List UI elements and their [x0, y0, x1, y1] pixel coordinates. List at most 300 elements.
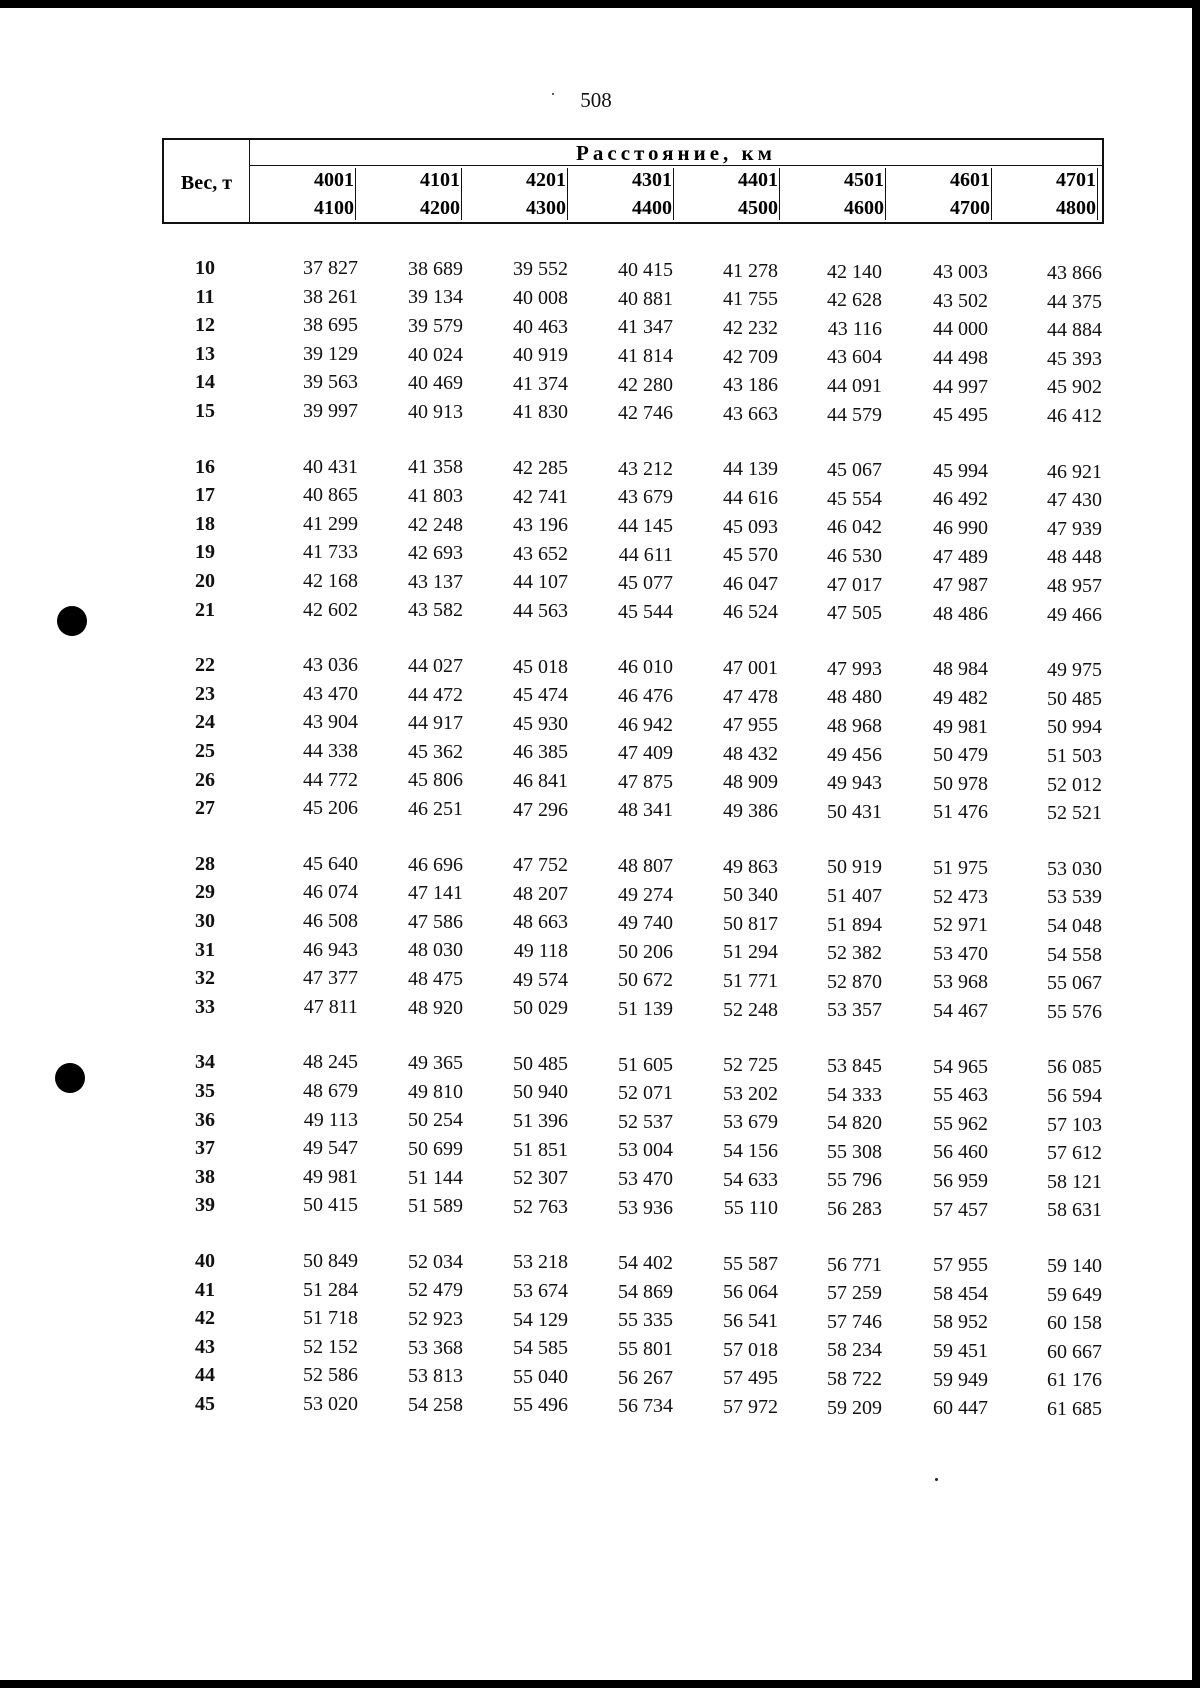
price-cell: 55 796 — [827, 1169, 882, 1192]
price-cell: 49 574 — [513, 968, 568, 991]
price-cell: 50 431 — [827, 800, 882, 823]
price-cell: 52 923 — [408, 1307, 463, 1330]
price-cell: 54 965 — [933, 1055, 988, 1078]
price-cell: 53 030 — [1047, 857, 1102, 880]
weight-label: 11 — [195, 285, 215, 308]
price-cell: 50 919 — [827, 856, 882, 879]
weight-label: 35 — [195, 1080, 215, 1102]
price-cell: 55 040 — [513, 1365, 568, 1388]
price-cell: 53 218 — [513, 1251, 568, 1274]
price-cell: 46 990 — [933, 517, 988, 539]
price-cell: 59 949 — [933, 1368, 988, 1391]
price-cell: 51 851 — [513, 1138, 568, 1161]
price-cell: 46 042 — [827, 516, 882, 539]
range-to: 4100 — [314, 197, 354, 219]
price-cell: 38 261 — [303, 285, 358, 308]
price-cell: 46 412 — [1047, 404, 1102, 427]
distance-range-header — [992, 166, 1098, 222]
price-cell: 52 870 — [827, 970, 882, 993]
price-cell: 55 463 — [933, 1084, 988, 1107]
punch-hole-mark — [55, 1063, 85, 1093]
price-cell: 44 498 — [933, 347, 988, 369]
price-cell: 42 746 — [618, 402, 673, 425]
price-cell: 58 121 — [1047, 1170, 1102, 1193]
price-cell: 50 485 — [513, 1052, 568, 1075]
price-cell: 48 448 — [1047, 546, 1102, 569]
price-cell: 43 663 — [723, 402, 778, 425]
price-cell: 53 368 — [408, 1336, 463, 1359]
price-cell: 42 628 — [827, 289, 882, 312]
price-cell: 52 763 — [513, 1195, 568, 1218]
price-cell: 51 605 — [618, 1053, 673, 1076]
price-cell: 53 674 — [513, 1280, 568, 1302]
price-cell: 43 866 — [1047, 261, 1102, 284]
price-cell: 45 093 — [723, 515, 778, 538]
price-cell: 48 807 — [618, 854, 673, 877]
price-cell: 41 803 — [408, 484, 463, 507]
range-from: 4001 — [314, 169, 354, 191]
range-from: 4101 — [420, 169, 460, 191]
price-cell: 53 470 — [618, 1167, 673, 1190]
price-cell: 46 530 — [827, 544, 882, 567]
price-cell: 53 470 — [933, 942, 988, 965]
price-cell: 39 552 — [513, 258, 568, 281]
price-cell: 43 036 — [303, 654, 358, 677]
price-cell: 46 696 — [408, 853, 463, 876]
price-cell: 52 537 — [618, 1110, 673, 1133]
price-cell: 46 942 — [618, 713, 673, 736]
price-cell: 60 447 — [933, 1397, 988, 1420]
weight-label: 18 — [195, 512, 215, 535]
price-cell: 54 820 — [827, 1112, 882, 1135]
price-cell: 61 176 — [1047, 1369, 1102, 1392]
range-to: 4600 — [844, 197, 884, 219]
price-cell: 51 975 — [933, 857, 988, 879]
range-to: 4400 — [632, 197, 672, 219]
price-cell: 44 472 — [408, 683, 463, 706]
price-cell: 42 602 — [303, 598, 358, 621]
price-cell: 42 693 — [408, 542, 463, 565]
price-cell: 45 067 — [827, 459, 882, 482]
price-cell: 41 733 — [303, 541, 358, 564]
weight-label: 26 — [195, 768, 215, 791]
weight-label: 42 — [195, 1307, 215, 1330]
weight-label: 25 — [195, 740, 215, 762]
price-cell: 42 168 — [303, 570, 358, 592]
range-from: 4201 — [526, 169, 566, 191]
price-cell: 48 909 — [723, 771, 778, 794]
price-cell: 52 071 — [618, 1082, 673, 1105]
price-cell: 53 004 — [618, 1139, 673, 1162]
price-cell: 43 904 — [303, 711, 358, 734]
price-cell: 51 718 — [303, 1307, 358, 1330]
price-cell: 45 393 — [1047, 347, 1102, 370]
price-cell: 48 432 — [723, 742, 778, 765]
price-cell: 56 085 — [1047, 1056, 1102, 1079]
price-cell: 45 474 — [513, 684, 568, 707]
weight-label: 15 — [195, 400, 215, 422]
weight-label: 34 — [195, 1051, 215, 1074]
price-cell: 49 981 — [303, 1165, 358, 1188]
price-cell: 53 539 — [1047, 886, 1102, 909]
price-cell: 57 103 — [1047, 1113, 1102, 1136]
price-cell: 46 921 — [1047, 460, 1102, 483]
weight-label: 45 — [195, 1393, 215, 1415]
price-cell: 40 865 — [303, 484, 358, 507]
price-cell: 46 251 — [408, 797, 463, 820]
price-cell: 48 341 — [618, 799, 673, 822]
price-cell: 59 451 — [933, 1340, 988, 1362]
price-cell: 52 382 — [827, 942, 882, 965]
price-cell: 58 454 — [933, 1282, 988, 1305]
range-to: 4300 — [526, 197, 566, 219]
price-cell: 54 633 — [723, 1168, 778, 1191]
price-cell: 47 296 — [513, 798, 568, 821]
price-cell: 52 152 — [303, 1335, 358, 1358]
price-cell: 47 001 — [723, 657, 778, 679]
price-cell: 49 740 — [618, 912, 673, 935]
price-cell: 42 285 — [513, 457, 568, 479]
weight-column-header: Вес, т — [164, 140, 250, 222]
price-cell: 39 134 — [408, 286, 463, 309]
price-cell: 55 496 — [513, 1394, 568, 1417]
price-cell: 60 667 — [1047, 1340, 1102, 1363]
price-cell: 41 278 — [723, 259, 778, 282]
price-cell: 41 299 — [303, 512, 358, 535]
price-cell: 44 611 — [618, 543, 673, 566]
price-cell: 58 234 — [827, 1339, 882, 1362]
document-page — [0, 8, 1192, 1680]
price-cell: 46 508 — [303, 910, 358, 932]
price-cell: 45 994 — [933, 459, 988, 482]
price-cell: 37 827 — [303, 257, 358, 279]
price-cell: 46 010 — [618, 656, 673, 679]
weight-label: 27 — [195, 797, 215, 820]
weight-label: 20 — [195, 570, 215, 592]
price-cell: 48 486 — [933, 602, 988, 625]
price-cell: 50 978 — [933, 772, 988, 795]
price-cell: 43 212 — [618, 457, 673, 480]
table-header — [162, 138, 1104, 224]
range-from: 4301 — [632, 169, 672, 191]
price-cell: 48 480 — [827, 686, 882, 709]
distance-range-header — [462, 166, 568, 222]
price-cell: 44 884 — [1047, 319, 1102, 342]
distance-range-header — [780, 166, 886, 222]
price-cell: 56 283 — [827, 1197, 882, 1220]
price-cell: 49 810 — [408, 1080, 463, 1103]
weight-label: 10 — [195, 257, 215, 279]
price-cell: 50 672 — [618, 969, 673, 992]
price-cell: 57 955 — [933, 1254, 988, 1277]
price-cell: 56 734 — [618, 1395, 673, 1418]
weight-label: 28 — [195, 852, 215, 875]
price-cell: 56 541 — [723, 1310, 778, 1332]
weight-label: 24 — [195, 711, 215, 734]
price-cell: 46 047 — [723, 572, 778, 595]
price-cell: 46 476 — [618, 684, 673, 707]
price-cell: 49 863 — [723, 855, 778, 878]
price-cell: 51 589 — [408, 1195, 463, 1218]
weight-label: 36 — [195, 1108, 215, 1131]
price-cell: 51 771 — [723, 970, 778, 992]
price-cell: 45 495 — [933, 404, 988, 427]
price-cell: 43 470 — [303, 682, 358, 705]
price-cell: 50 699 — [408, 1137, 463, 1160]
price-cell: 50 415 — [303, 1194, 358, 1217]
price-cell: 40 913 — [408, 400, 463, 423]
price-cell: 45 206 — [303, 797, 358, 820]
weight-label: 13 — [195, 342, 215, 365]
price-cell: 47 478 — [723, 685, 778, 708]
price-cell: 53 813 — [408, 1365, 463, 1388]
price-cell: 50 817 — [723, 912, 778, 935]
price-cell: 51 284 — [303, 1278, 358, 1301]
distance-range-header — [568, 166, 674, 222]
price-cell: 53 845 — [827, 1054, 882, 1077]
price-cell: 38 689 — [408, 257, 463, 280]
weight-label: 31 — [195, 938, 215, 961]
price-cell: 57 457 — [933, 1198, 988, 1221]
price-cell: 49 118 — [513, 940, 568, 962]
price-cell: 50 940 — [513, 1081, 568, 1104]
scan-speck — [935, 1478, 938, 1481]
price-cell: 49 975 — [1047, 659, 1102, 682]
price-cell: 58 722 — [827, 1367, 882, 1390]
price-cell: 40 431 — [303, 455, 358, 478]
range-from: 4601 — [950, 169, 990, 191]
price-cell: 41 755 — [723, 288, 778, 311]
price-cell: 53 936 — [618, 1196, 673, 1219]
price-cell: 54 558 — [1047, 943, 1102, 966]
weight-label: 17 — [195, 484, 215, 507]
price-cell: 47 505 — [827, 602, 882, 625]
price-cell: 49 482 — [933, 687, 988, 709]
price-cell: 54 585 — [513, 1337, 568, 1360]
price-cell: 54 333 — [827, 1083, 882, 1106]
price-cell: 58 631 — [1047, 1199, 1102, 1222]
price-cell: 54 129 — [513, 1308, 568, 1331]
price-cell: 56 959 — [933, 1170, 988, 1192]
price-cell: 45 930 — [513, 712, 568, 735]
price-cell: 43 604 — [827, 346, 882, 369]
price-cell: 55 308 — [827, 1140, 882, 1163]
price-cell: 46 385 — [513, 741, 568, 764]
distance-range-header — [886, 166, 992, 222]
price-cell: 41 358 — [408, 456, 463, 479]
price-cell: 57 746 — [827, 1310, 882, 1333]
price-cell: 60 158 — [1047, 1312, 1102, 1335]
price-cell: 52 307 — [513, 1167, 568, 1190]
price-cell: 52 971 — [933, 914, 988, 937]
price-cell: 43 116 — [827, 317, 882, 340]
price-cell: 50 485 — [1047, 687, 1102, 710]
price-cell: 53 020 — [303, 1393, 358, 1415]
price-cell: 57 972 — [723, 1395, 778, 1418]
weight-label: 22 — [195, 654, 215, 677]
range-to: 4800 — [1056, 197, 1096, 219]
price-cell: 50 994 — [1047, 716, 1102, 739]
price-cell: 45 902 — [1047, 376, 1102, 399]
weight-label: 19 — [195, 541, 215, 564]
price-cell: 56 267 — [618, 1366, 673, 1389]
price-cell: 57 259 — [827, 1282, 882, 1305]
price-cell: 58 952 — [933, 1311, 988, 1334]
price-cell: 39 129 — [303, 342, 358, 365]
range-to: 4500 — [738, 197, 778, 219]
price-cell: 44 917 — [408, 712, 463, 735]
price-cell: 56 771 — [827, 1253, 882, 1276]
price-cell: 45 640 — [303, 852, 358, 875]
distance-header: Расстояние, км — [250, 140, 1102, 166]
price-cell: 44 145 — [618, 514, 673, 537]
price-cell: 44 000 — [933, 318, 988, 341]
price-cell: 51 503 — [1047, 744, 1102, 767]
price-cell: 54 402 — [618, 1252, 673, 1275]
price-cell: 47 489 — [933, 545, 988, 568]
weight-label: 33 — [195, 995, 215, 1018]
price-cell: 47 939 — [1047, 517, 1102, 540]
price-cell: 52 586 — [303, 1364, 358, 1387]
price-cell: 48 207 — [513, 882, 568, 905]
price-cell: 47 141 — [408, 882, 463, 905]
price-cell: 40 469 — [408, 372, 463, 395]
price-cell: 49 274 — [618, 883, 673, 906]
price-cell: 51 476 — [933, 801, 988, 824]
price-cell: 44 579 — [827, 403, 882, 426]
price-cell: 55 067 — [1047, 972, 1102, 995]
price-cell: 47 430 — [1047, 489, 1102, 512]
price-cell: 54 869 — [618, 1280, 673, 1303]
price-cell: 41 347 — [618, 316, 673, 339]
price-cell: 52 521 — [1047, 802, 1102, 825]
price-cell: 53 202 — [723, 1082, 778, 1105]
price-cell: 54 156 — [723, 1140, 778, 1162]
weight-label: 40 — [195, 1250, 215, 1272]
price-cell: 52 012 — [1047, 773, 1102, 796]
price-cell: 61 685 — [1047, 1397, 1102, 1420]
price-cell: 44 772 — [303, 768, 358, 791]
price-cell: 49 365 — [408, 1052, 463, 1075]
weight-label: 14 — [195, 371, 215, 394]
price-cell: 47 993 — [827, 657, 882, 680]
price-cell: 45 570 — [723, 544, 778, 567]
price-cell: 55 962 — [933, 1112, 988, 1135]
price-cell: 49 547 — [303, 1137, 358, 1160]
price-cell: 48 984 — [933, 658, 988, 681]
price-cell: 55 335 — [618, 1309, 673, 1332]
price-cell: 39 997 — [303, 400, 358, 422]
price-cell: 59 209 — [827, 1396, 882, 1419]
price-cell: 41 374 — [513, 372, 568, 395]
price-cell: 42 140 — [827, 260, 882, 283]
price-cell: 44 616 — [723, 487, 778, 509]
price-cell: 49 466 — [1047, 603, 1102, 626]
price-cell: 51 144 — [408, 1166, 463, 1189]
price-cell: 55 110 — [723, 1197, 778, 1220]
weight-label: 41 — [195, 1278, 215, 1301]
price-cell: 41 830 — [513, 401, 568, 424]
weight-label: 44 — [195, 1364, 215, 1387]
price-cell: 52 725 — [723, 1054, 778, 1077]
price-cell: 48 030 — [408, 939, 463, 962]
price-cell: 42 248 — [408, 513, 463, 536]
price-cell: 47 409 — [618, 742, 673, 765]
price-cell: 48 957 — [1047, 574, 1102, 597]
price-cell: 42 232 — [723, 317, 778, 339]
price-cell: 57 495 — [723, 1367, 778, 1390]
price-cell: 47 377 — [303, 967, 358, 990]
price-cell: 46 492 — [933, 488, 988, 511]
price-cell: 51 894 — [827, 913, 882, 936]
range-from: 4701 — [1056, 169, 1096, 191]
price-cell: 56 064 — [723, 1281, 778, 1304]
price-cell: 47 875 — [618, 770, 673, 793]
price-cell: 50 849 — [303, 1250, 358, 1272]
price-cell: 48 920 — [408, 996, 463, 1019]
price-cell: 42 280 — [618, 373, 673, 396]
price-cell: 47 017 — [827, 573, 882, 596]
price-cell: 57 018 — [723, 1338, 778, 1361]
range-to: 4700 — [950, 197, 990, 219]
price-cell: 50 479 — [933, 744, 988, 767]
price-cell: 52 473 — [933, 885, 988, 908]
price-cell: 51 294 — [723, 941, 778, 964]
price-cell: 47 955 — [723, 714, 778, 737]
price-cell: 51 396 — [513, 1110, 568, 1132]
price-cell: 53 679 — [723, 1111, 778, 1134]
price-cell: 51 139 — [618, 997, 673, 1020]
price-cell: 44 027 — [408, 654, 463, 677]
distance-range-header — [250, 166, 356, 222]
price-cell: 44 375 — [1047, 290, 1102, 313]
price-cell: 44 997 — [933, 375, 988, 398]
price-cell: 56 594 — [1047, 1084, 1102, 1107]
price-cell: 47 987 — [933, 574, 988, 597]
price-cell: 47 586 — [408, 910, 463, 933]
price-cell: 44 139 — [723, 458, 778, 481]
weight-label: 43 — [195, 1335, 215, 1358]
price-cell: 43 137 — [408, 570, 463, 593]
price-cell: 45 544 — [618, 600, 673, 623]
price-cell: 49 943 — [827, 772, 882, 795]
weight-label: 32 — [195, 967, 215, 990]
price-cell: 43 652 — [513, 542, 568, 565]
price-cell: 47 811 — [303, 995, 358, 1018]
price-cell: 43 003 — [933, 261, 988, 284]
price-cell: 39 563 — [303, 371, 358, 394]
distance-range-header — [674, 166, 780, 222]
price-cell: 41 814 — [618, 344, 673, 367]
price-cell: 44 107 — [513, 571, 568, 594]
price-cell: 57 612 — [1047, 1142, 1102, 1165]
price-cell: 55 801 — [618, 1337, 673, 1360]
price-cell: 43 502 — [933, 289, 988, 312]
price-cell: 39 579 — [408, 314, 463, 337]
price-cell: 52 248 — [723, 998, 778, 1021]
price-cell: 44 091 — [827, 374, 882, 397]
weight-label: 21 — [195, 598, 215, 621]
page-number: 508 — [580, 88, 612, 112]
price-cell: 46 074 — [303, 881, 358, 904]
weight-label: 29 — [195, 881, 215, 904]
price-cell: 40 008 — [513, 287, 568, 309]
price-cell: 50 029 — [513, 997, 568, 1020]
price-cell: 45 806 — [408, 769, 463, 792]
price-cell: 43 196 — [513, 514, 568, 537]
price-cell: 45 554 — [827, 487, 882, 510]
price-cell: 55 576 — [1047, 1000, 1102, 1023]
